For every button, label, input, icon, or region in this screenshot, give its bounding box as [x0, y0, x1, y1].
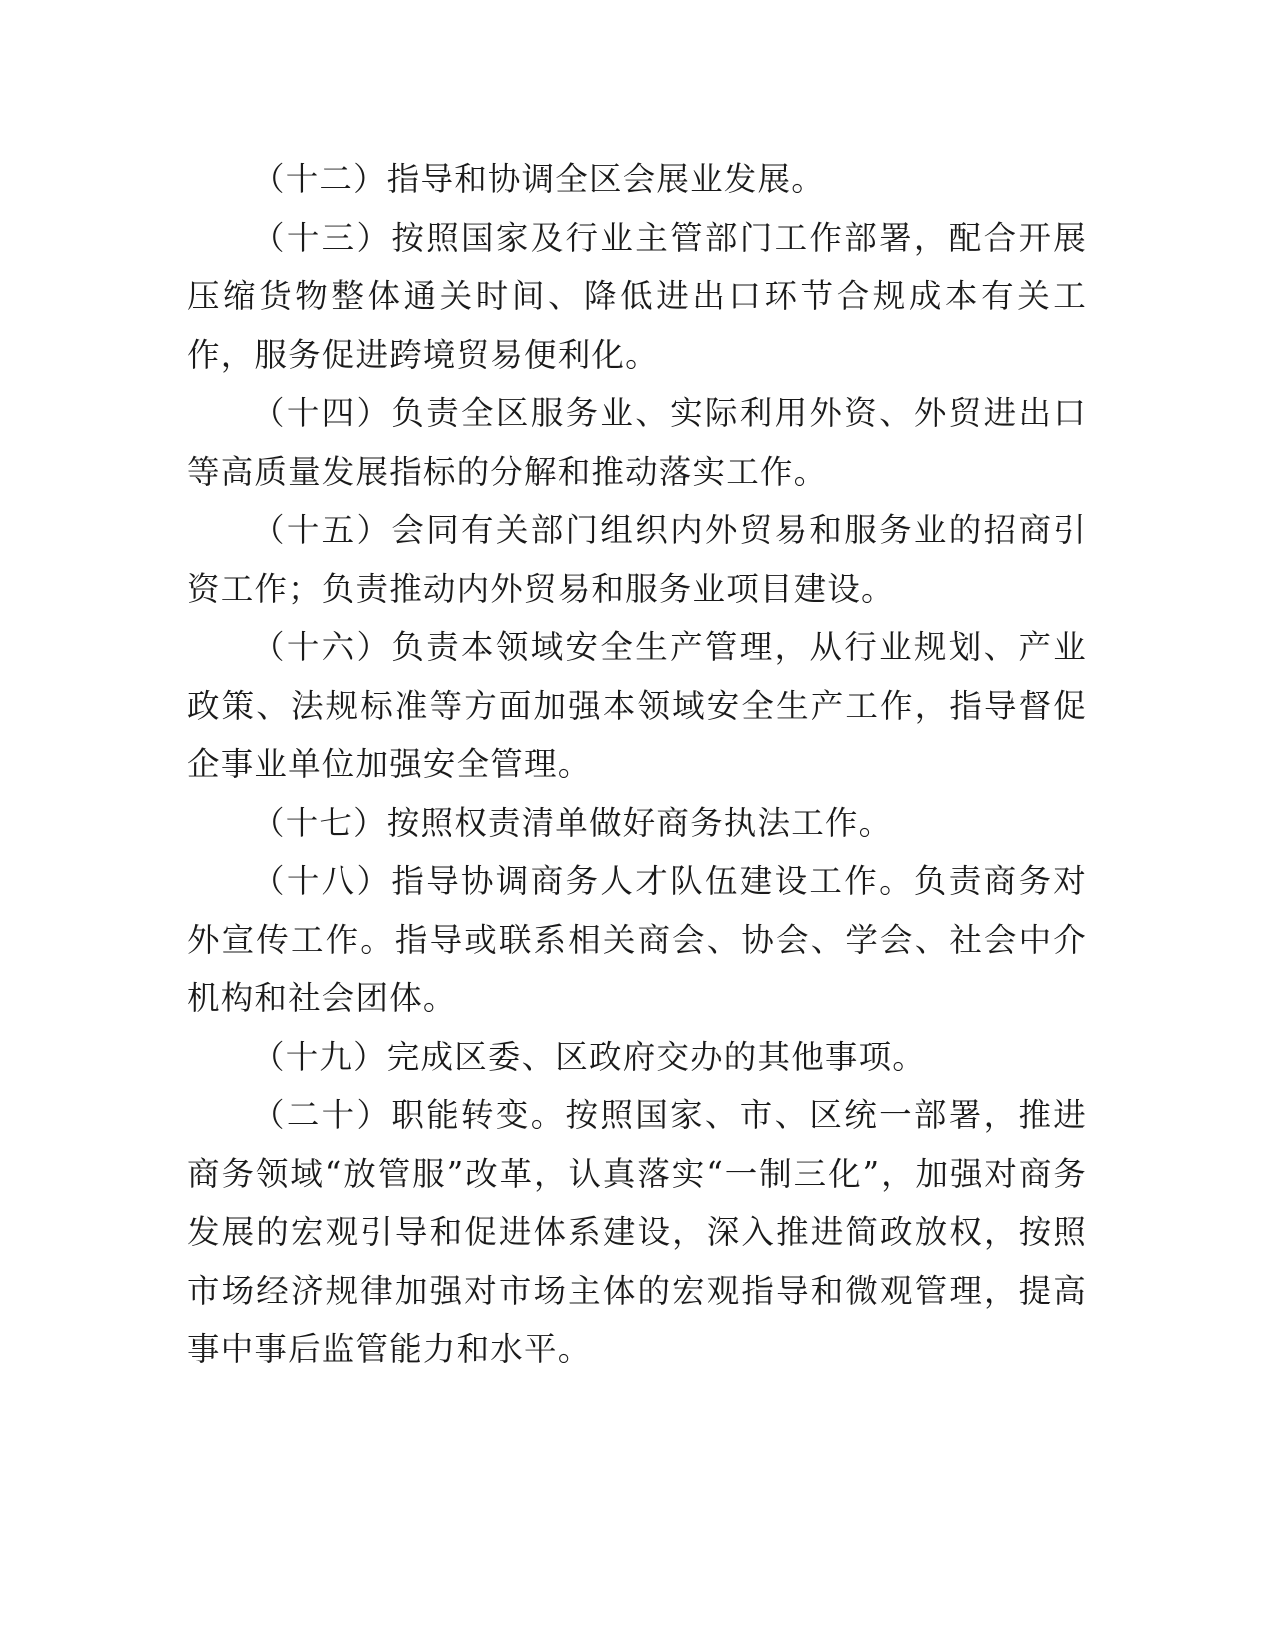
paragraph-16: （十六）负责本领域安全生产管理，从行业规划、产业政策、法规标准等方面加强本领域安全生产工作，指导督促企事业单位加强安全管理。 — [187, 628, 1087, 783]
paragraph-14: （十四）负责全区服务业、实际利用外资、外贸进出口等高质量发展指标的分解和推动落实工作。 — [187, 394, 1087, 491]
document-body — [187, 150, 1087, 1379]
paragraph-12: （十二）指导和协调全区会展业发展。 — [252, 160, 825, 198]
paragraph-18: （十八）指导协调商务人才队伍建设工作。负责商务对外宣传工作。指导或联系相关商会、协会、学会、社会中介机构和社会团体。 — [187, 862, 1087, 1017]
paragraph-19: （十九）完成区委、区政府交办的其他事项。 — [252, 1037, 927, 1076]
paragraph-13: （十三）按照国家及行业主管部门工作部署，配合开展压缩货物整体通关时间、降低进出口环节合规成本有关工作，服务促进跨境贸易便利化。 — [187, 218, 1087, 374]
paragraph-15: （十五）会同有关部门组织内外贸易和服务业的招商引资工作；负责推动内外贸易和服务业项目建设。 — [187, 511, 1087, 608]
paragraph-17: （十七）按照权责清单做好商务执法工作。 — [252, 803, 893, 842]
paragraph-20: （二十）职能转变。按照国家、市、区统一部署，推进商务领域“放管服”改革，认真落实“一制三化”，加强对商务发展的宏观引导和促进体系建设，深入推进简政放权，按照市场经济规律加强对市场主体的宏观指导和微观管理，提高事中事后监管能力和水平。 — [187, 1096, 1087, 1368]
